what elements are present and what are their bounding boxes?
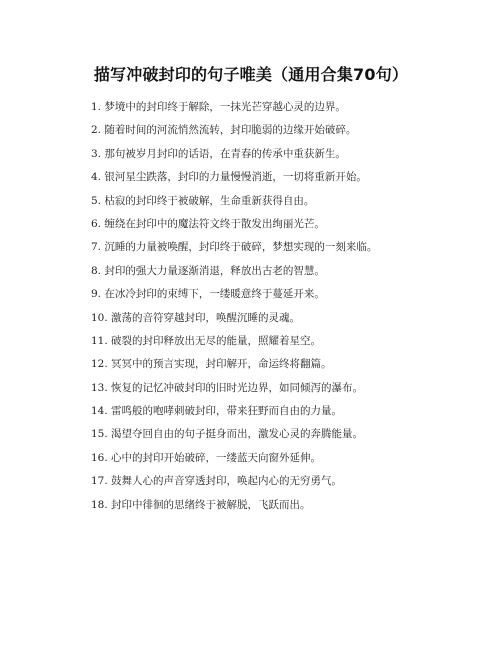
list-item: 6. 缠绕在封印中的魔法符文终于散发出绚丽光芒。: [91, 217, 325, 230]
list-item: 7. 沉睡的力量被唤醒，封印终于破碎，梦想实现的一刻来临。: [91, 241, 378, 254]
list-item: 18. 封印中徘徊的思绪终于被解脱，飞跃而出。: [91, 498, 311, 511]
list-item: 14. 雷鸣般的咆哮刺破封印，带来狂野而自由的力量。: [91, 405, 343, 418]
list-item: 3. 那句被岁月封印的话语，在青春的传承中重获新生。: [91, 147, 346, 160]
list-item: 17. 鼓舞人心的声音穿透封印，唤起内心的无穷勇气。: [91, 475, 343, 488]
list-item: 5. 枯寂的封印终于被破解，生命重新获得自由。: [91, 194, 315, 207]
list-item: 4. 银河星尘跌落，封印的力量慢慢消逝，一切将重新开始。: [91, 171, 367, 184]
list-item: 8. 封印的强大力量逐渐消退，释放出古老的智慧。: [91, 264, 325, 277]
list-item: 10. 激荡的音符穿越封印，唤醒沉睡的灵魂。: [91, 311, 301, 324]
list-item: 1. 梦境中的封印终于解除，一抹光芒穿越心灵的边界。: [91, 101, 346, 113]
list-item: 13. 恢复的记忆冲破封印的旧时光边界，如同倾泻的瀑布。: [91, 381, 364, 394]
list-item: 15. 渴望夺回自由的句子挺身而出，激发心灵的奔腾能量。: [91, 428, 364, 441]
document-title: 描写冲破封印的句子唯美（通用合集70句）: [93, 65, 409, 84]
list-item: 12. 冥冥中的预言实现，封印解开，命运终将翻篇。: [91, 358, 332, 371]
sentence-list: [91, 96, 471, 517]
list-item: 9. 在冰冷封印的束缚下，一缕暖意终于蔓延开来。: [91, 288, 325, 301]
list-item: 2. 随着时间的河流悄然流转，封印脆弱的边缘开始破碎。: [91, 124, 357, 137]
list-item: 11. 破裂的封印释放出无尽的能量，照耀着星空。: [91, 334, 322, 347]
list-item: 16. 心中的封印开始破碎，一缕蓝天向窗外延伸。: [91, 451, 322, 464]
